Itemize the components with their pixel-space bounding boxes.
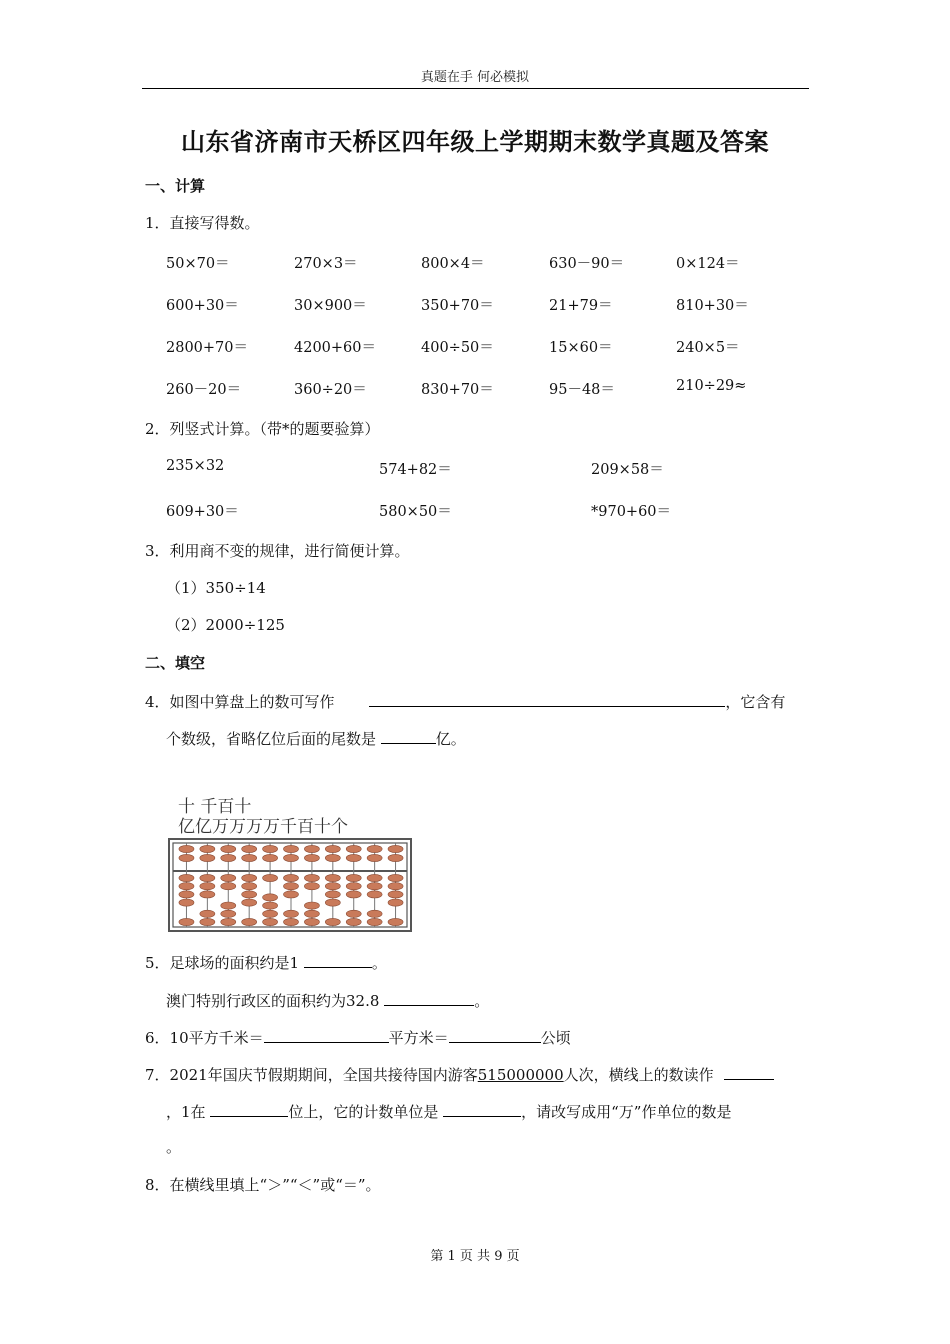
abacus-bead bbox=[304, 918, 319, 925]
abacus-bead bbox=[304, 883, 319, 890]
abacus-bead bbox=[242, 845, 257, 852]
abacus-bead bbox=[221, 910, 236, 917]
abacus-bead bbox=[221, 883, 236, 890]
q2-item: 580×50＝ bbox=[379, 504, 452, 520]
abacus-bead bbox=[346, 891, 361, 898]
abacus-bead bbox=[242, 891, 257, 898]
abacus-bead bbox=[283, 874, 298, 881]
answer-blank[interactable] bbox=[210, 1099, 288, 1117]
abacus-bead bbox=[221, 918, 236, 925]
abacus-bead bbox=[346, 845, 361, 852]
q1-item: 210÷29≈ bbox=[676, 378, 747, 394]
abacus-bead bbox=[304, 910, 319, 917]
answer-blank[interactable] bbox=[443, 1099, 521, 1117]
answer-blank[interactable] bbox=[449, 1025, 541, 1043]
abacus-bead bbox=[388, 874, 403, 881]
question-7-text-e: ，请改写成用“万”作单位的数是 bbox=[521, 1103, 732, 1121]
abacus-bead bbox=[263, 854, 278, 861]
abacus-bead bbox=[283, 845, 298, 852]
answer-blank[interactable] bbox=[724, 1062, 774, 1080]
abacus-bead bbox=[242, 883, 257, 890]
abacus-bead bbox=[200, 854, 215, 861]
question-4-text-b: ，它含有 bbox=[725, 693, 786, 711]
abacus-bead bbox=[325, 899, 340, 906]
q1-item: 50×70＝ bbox=[166, 256, 230, 272]
q2-item: 609+30＝ bbox=[166, 504, 239, 520]
q1-item: 400÷50＝ bbox=[421, 340, 494, 356]
question-5-text-a: 5．足球场的面积约是1 bbox=[145, 954, 300, 972]
question-7-line-1 bbox=[145, 1062, 774, 1085]
q1-item: 830+70＝ bbox=[421, 382, 494, 398]
abacus-bead bbox=[200, 910, 215, 917]
answer-blank[interactable] bbox=[264, 1025, 389, 1043]
abacus-bead bbox=[346, 883, 361, 890]
abacus-bead bbox=[346, 910, 361, 917]
q2-item: *970+60＝ bbox=[591, 504, 672, 520]
abacus-bead bbox=[325, 891, 340, 898]
abacus-figure bbox=[168, 838, 412, 932]
abacus-bead bbox=[179, 874, 194, 881]
question-6-text-b: 平方米＝ bbox=[388, 1029, 449, 1047]
q1-item: 350+70＝ bbox=[421, 298, 494, 314]
q2-item: 235×32 bbox=[166, 458, 225, 474]
abacus-bead bbox=[325, 874, 340, 881]
abacus-bead bbox=[263, 902, 278, 909]
abacus-bead bbox=[325, 845, 340, 852]
abacus-bead bbox=[221, 845, 236, 852]
abacus-bead bbox=[263, 910, 278, 917]
question-4-text-a: 4．如图中算盘上的数可写作 bbox=[145, 693, 335, 711]
abacus-bead bbox=[242, 918, 257, 925]
q1-item: 0×124＝ bbox=[676, 256, 740, 272]
question-6 bbox=[145, 1025, 571, 1048]
abacus-bead bbox=[283, 854, 298, 861]
q1-item: 95－48＝ bbox=[549, 382, 615, 398]
question-6-text-c: 公顷 bbox=[540, 1029, 571, 1047]
question-7-line-2 bbox=[166, 1099, 731, 1122]
abacus-bead bbox=[242, 874, 257, 881]
question-7-line-3: 。 bbox=[166, 1138, 182, 1156]
answer-blank[interactable] bbox=[381, 726, 436, 744]
abacus-bead bbox=[263, 894, 278, 901]
question-4-text-c: 个数级，省略亿位后面的尾数是 bbox=[166, 730, 377, 748]
answer-blank[interactable] bbox=[304, 950, 372, 968]
q1-item: 810+30＝ bbox=[676, 298, 749, 314]
answer-blank[interactable] bbox=[369, 689, 725, 707]
abacus-bead bbox=[388, 854, 403, 861]
abacus-bead bbox=[283, 891, 298, 898]
question-7-text-a: 7．2021年国庆节假期期间，全国共接待国内游客 bbox=[145, 1066, 478, 1084]
question-3: 3．利用商不变的规律，进行简便计算。 bbox=[145, 542, 410, 560]
abacus-bead bbox=[325, 883, 340, 890]
abacus-bead bbox=[325, 854, 340, 861]
abacus-bead bbox=[346, 918, 361, 925]
q2-item: 574+82＝ bbox=[379, 462, 452, 478]
abacus-bead bbox=[263, 874, 278, 881]
question-1: 1．直接写得数。 bbox=[145, 214, 260, 232]
abacus-bead bbox=[221, 874, 236, 881]
abacus-bead bbox=[367, 918, 382, 925]
document-title: 山东省济南市天桥区四年级上学期期末数学真题及答案 bbox=[181, 128, 769, 156]
question-4-text-d: 亿。 bbox=[435, 730, 466, 748]
question-7-text-c: ，1在 bbox=[166, 1103, 206, 1121]
abacus-bead bbox=[200, 918, 215, 925]
question-7-number: 515000000 bbox=[477, 1066, 564, 1084]
abacus-bead bbox=[388, 918, 403, 925]
question-7-text-b: 人次，横线上的数读作 bbox=[563, 1066, 714, 1084]
abacus-bead bbox=[367, 883, 382, 890]
question-5-text-d: 。 bbox=[474, 992, 490, 1010]
page-header: 真题在手 何必模拟 bbox=[420, 70, 530, 85]
abacus-bead bbox=[179, 845, 194, 852]
abacus-bead bbox=[200, 845, 215, 852]
abacus-bead bbox=[367, 910, 382, 917]
abacus-bead bbox=[200, 883, 215, 890]
question-6-text-a: 6．10平方千米＝ bbox=[145, 1029, 264, 1047]
abacus-bead bbox=[367, 854, 382, 861]
section-fill-blank: 二、填空 bbox=[145, 654, 206, 672]
answer-blank[interactable] bbox=[384, 988, 474, 1006]
abacus-bead bbox=[304, 902, 319, 909]
abacus-bead bbox=[388, 899, 403, 906]
abacus-bead bbox=[283, 918, 298, 925]
abacus-bead bbox=[367, 891, 382, 898]
question-3-part-1: （1）350÷14 bbox=[166, 579, 266, 597]
question-7-text-d: 位上，它的计数单位是 bbox=[288, 1103, 439, 1121]
abacus-bead bbox=[304, 874, 319, 881]
abacus-bead bbox=[179, 899, 194, 906]
abacus-bead bbox=[179, 891, 194, 898]
abacus-bead bbox=[367, 845, 382, 852]
q1-item: 21+79＝ bbox=[549, 298, 613, 314]
abacus-label-bottom: 亿亿万万万万千百十个 bbox=[178, 817, 348, 837]
abacus-bead bbox=[179, 883, 194, 890]
question-4-line-1 bbox=[145, 689, 785, 712]
question-5-line-1 bbox=[145, 950, 387, 973]
abacus-bead bbox=[179, 918, 194, 925]
question-3-part-2: （2）2000÷125 bbox=[166, 616, 285, 634]
abacus-bead bbox=[304, 845, 319, 852]
q1-item: 800×4＝ bbox=[421, 256, 485, 272]
q1-item: 260－20＝ bbox=[166, 382, 242, 398]
question-5-text-c: 澳门特别行政区的面积约为32.8 bbox=[166, 992, 380, 1010]
abacus-bead bbox=[388, 883, 403, 890]
q1-item: 30×900＝ bbox=[294, 298, 367, 314]
q2-item: 209×58＝ bbox=[591, 462, 664, 478]
question-8: 8．在横线里填上“＞”“＜”或“＝”。 bbox=[145, 1176, 381, 1194]
abacus-bead bbox=[221, 902, 236, 909]
q1-item: 240×5＝ bbox=[676, 340, 740, 356]
abacus-bead bbox=[346, 874, 361, 881]
abacus-label-top: 十 千百十 bbox=[178, 797, 252, 817]
page-footer: 第 1 页 共 9 页 bbox=[430, 1249, 520, 1264]
q1-item: 360÷20＝ bbox=[294, 382, 367, 398]
abacus-bead bbox=[242, 854, 257, 861]
abacus-bead bbox=[304, 854, 319, 861]
abacus-bead bbox=[388, 891, 403, 898]
q1-item: 600+30＝ bbox=[166, 298, 239, 314]
abacus-bead bbox=[346, 854, 361, 861]
abacus-bead bbox=[221, 854, 236, 861]
abacus-bead bbox=[263, 918, 278, 925]
abacus-bead bbox=[263, 845, 278, 852]
section-calculation: 一、计算 bbox=[145, 177, 206, 195]
question-2: 2．列竖式计算。（带*的题要验算） bbox=[145, 420, 380, 438]
abacus-bead bbox=[325, 918, 340, 925]
q1-item: 270×3＝ bbox=[294, 256, 358, 272]
abacus-bead bbox=[200, 891, 215, 898]
abacus-bead bbox=[367, 874, 382, 881]
q1-item: 630－90＝ bbox=[549, 256, 625, 272]
question-4-line-2 bbox=[166, 726, 466, 749]
abacus-bead bbox=[179, 854, 194, 861]
header-rule bbox=[142, 88, 809, 89]
q1-item: 4200+60＝ bbox=[294, 340, 377, 356]
abacus-bead bbox=[388, 845, 403, 852]
abacus-bead bbox=[283, 883, 298, 890]
question-5-line-2 bbox=[166, 988, 489, 1011]
abacus-bead bbox=[200, 874, 215, 881]
abacus-bead bbox=[283, 910, 298, 917]
q1-item: 2800+70＝ bbox=[166, 340, 249, 356]
abacus-bead bbox=[242, 899, 257, 906]
q1-item: 15×60＝ bbox=[549, 340, 613, 356]
question-5-text-b: 。 bbox=[371, 954, 387, 972]
